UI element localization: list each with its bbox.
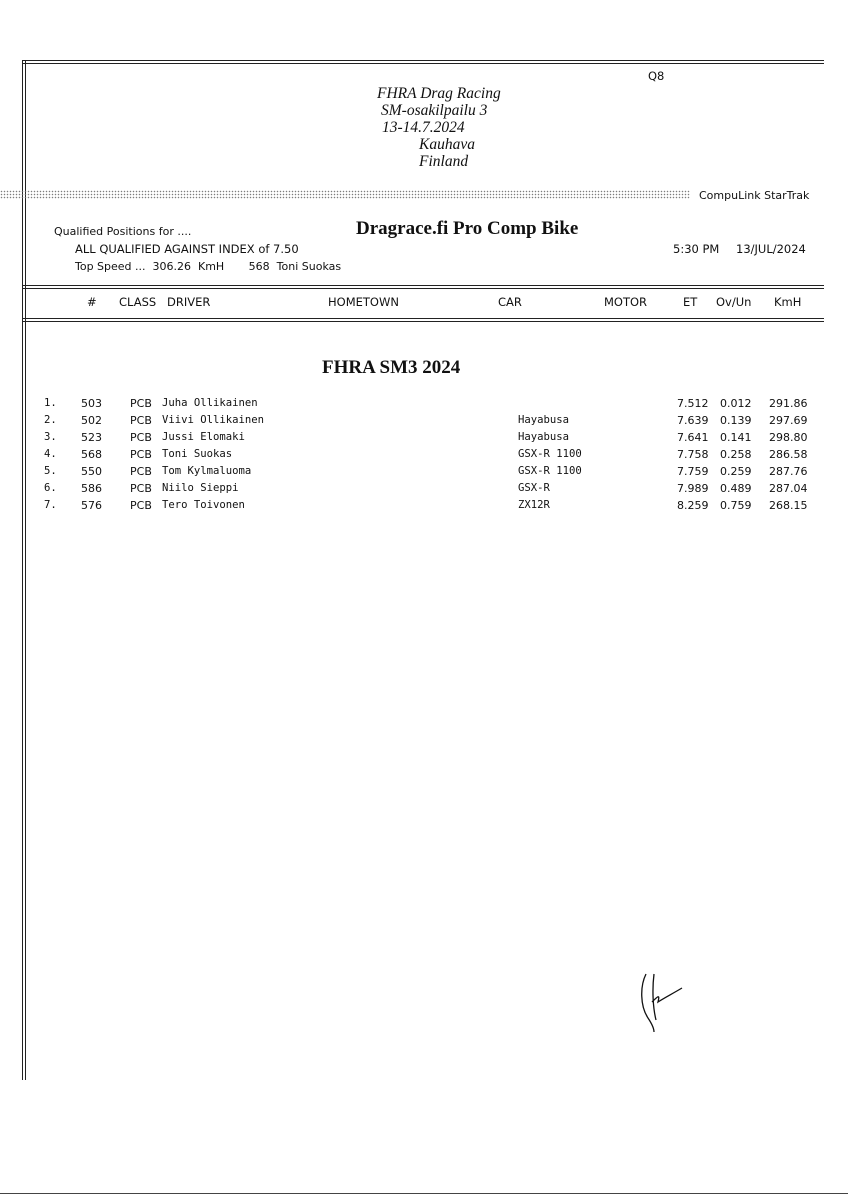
column-header-kmh: KmH — [774, 295, 802, 309]
row-car: GSX-R 1100 — [518, 465, 582, 477]
row-kmh: 298.80 — [769, 431, 808, 444]
row-position: 6. — [44, 482, 57, 494]
session-code: Q8 — [648, 69, 665, 83]
class-title: Dragrace.fi Pro Comp Bike — [356, 218, 579, 239]
column-header-car: CAR — [498, 295, 522, 309]
row-class: PCB — [130, 465, 152, 478]
left-border-inner — [25, 60, 26, 1080]
event-dates: 13-14.7.2024 — [382, 119, 465, 136]
row-driver: Juha Ollikainen — [162, 397, 258, 409]
row-position: 2. — [44, 414, 57, 426]
row-number: 550 — [81, 465, 102, 478]
top-speed-line: Top Speed ... 306.26 KmH 568 Toni Suokas — [75, 260, 342, 273]
row-kmh: 268.15 — [769, 499, 808, 512]
row-position: 3. — [44, 431, 57, 443]
row-class: PCB — [130, 499, 152, 512]
column-header-hometown: HOMETOWN — [328, 295, 399, 309]
row-driver: Niilo Sieppi — [162, 482, 239, 494]
row-ovun: 0.012 — [720, 397, 752, 410]
row-kmh: 297.69 — [769, 414, 808, 427]
row-number: 523 — [81, 431, 102, 444]
qualified-label: Qualified Positions for .... — [54, 225, 192, 238]
row-number: 586 — [81, 482, 102, 495]
column-header-class: CLASS — [119, 295, 157, 309]
header-rule-top-1 — [22, 285, 824, 286]
row-ovun: 0.759 — [720, 499, 752, 512]
row-position: 1. — [44, 397, 57, 409]
row-number: 568 — [81, 448, 102, 461]
row-et: 7.759 — [677, 465, 709, 478]
row-class: PCB — [130, 414, 152, 427]
row-ovun: 0.139 — [720, 414, 752, 427]
row-number: 576 — [81, 499, 102, 512]
row-kmh: 291.86 — [769, 397, 808, 410]
event-title: FHRA Drag Racing — [377, 85, 501, 102]
row-driver: Tom Kylmaluoma — [162, 465, 252, 477]
row-car: ZX12R — [518, 499, 550, 511]
row-car: Hayabusa — [518, 431, 570, 443]
row-car: GSX-R — [518, 482, 550, 494]
row-number: 503 — [81, 397, 102, 410]
column-header-et: ET — [683, 295, 698, 309]
event-country: Finland — [419, 153, 469, 170]
row-kmh: 287.04 — [769, 482, 808, 495]
bottom-rule — [0, 1193, 848, 1194]
header-rule-top-2 — [22, 288, 824, 289]
row-ovun: 0.259 — [720, 465, 752, 478]
row-et: 7.641 — [677, 431, 709, 444]
top-border-2 — [22, 63, 824, 64]
index-line: ALL QUALIFIED AGAINST INDEX of 7.50 — [75, 242, 299, 256]
column-header-ovun: Ov/Un — [716, 295, 752, 309]
row-position: 5. — [44, 465, 57, 477]
event-round: SM-osakilpailu 3 — [381, 102, 488, 119]
row-class: PCB — [130, 482, 152, 495]
row-et: 7.758 — [677, 448, 709, 461]
row-car: GSX-R 1100 — [518, 448, 582, 460]
row-et: 7.639 — [677, 414, 709, 427]
timing-system: CompuLink StarTrak — [699, 189, 810, 202]
event-city: Kauhava — [419, 136, 475, 153]
report-time: 5:30 PM — [673, 242, 720, 256]
row-ovun: 0.258 — [720, 448, 752, 461]
row-car: Hayabusa — [518, 414, 570, 426]
row-ovun: 0.141 — [720, 431, 752, 444]
row-class: PCB — [130, 431, 152, 444]
column-header-motor: MOTOR — [604, 295, 648, 309]
dotted-separator — [0, 190, 690, 199]
row-kmh: 287.76 — [769, 465, 808, 478]
report-date: 13/JUL/2024 — [736, 242, 806, 256]
row-ovun: 0.489 — [720, 482, 752, 495]
row-driver: Jussi Elomaki — [162, 431, 245, 443]
row-driver: Viivi Ollikainen — [162, 414, 265, 426]
column-header-num: # — [87, 295, 97, 309]
row-driver: Tero Toivonen — [162, 499, 245, 511]
row-number: 502 — [81, 414, 102, 427]
row-position: 4. — [44, 448, 57, 460]
header-rule-bottom-1 — [22, 318, 824, 319]
row-class: PCB — [130, 397, 152, 410]
row-et: 7.989 — [677, 482, 709, 495]
row-kmh: 286.58 — [769, 448, 808, 461]
signature-mark — [636, 966, 696, 1036]
left-border-outer — [22, 60, 23, 1080]
header-rule-bottom-2 — [22, 321, 824, 322]
row-position: 7. — [44, 499, 57, 511]
row-driver: Toni Suokas — [162, 448, 233, 460]
section-title: FHRA SM3 2024 — [322, 357, 461, 378]
row-et: 7.512 — [677, 397, 709, 410]
row-class: PCB — [130, 448, 152, 461]
top-border — [22, 60, 824, 61]
column-header-driver: DRIVER — [167, 295, 211, 309]
row-et: 8.259 — [677, 499, 709, 512]
